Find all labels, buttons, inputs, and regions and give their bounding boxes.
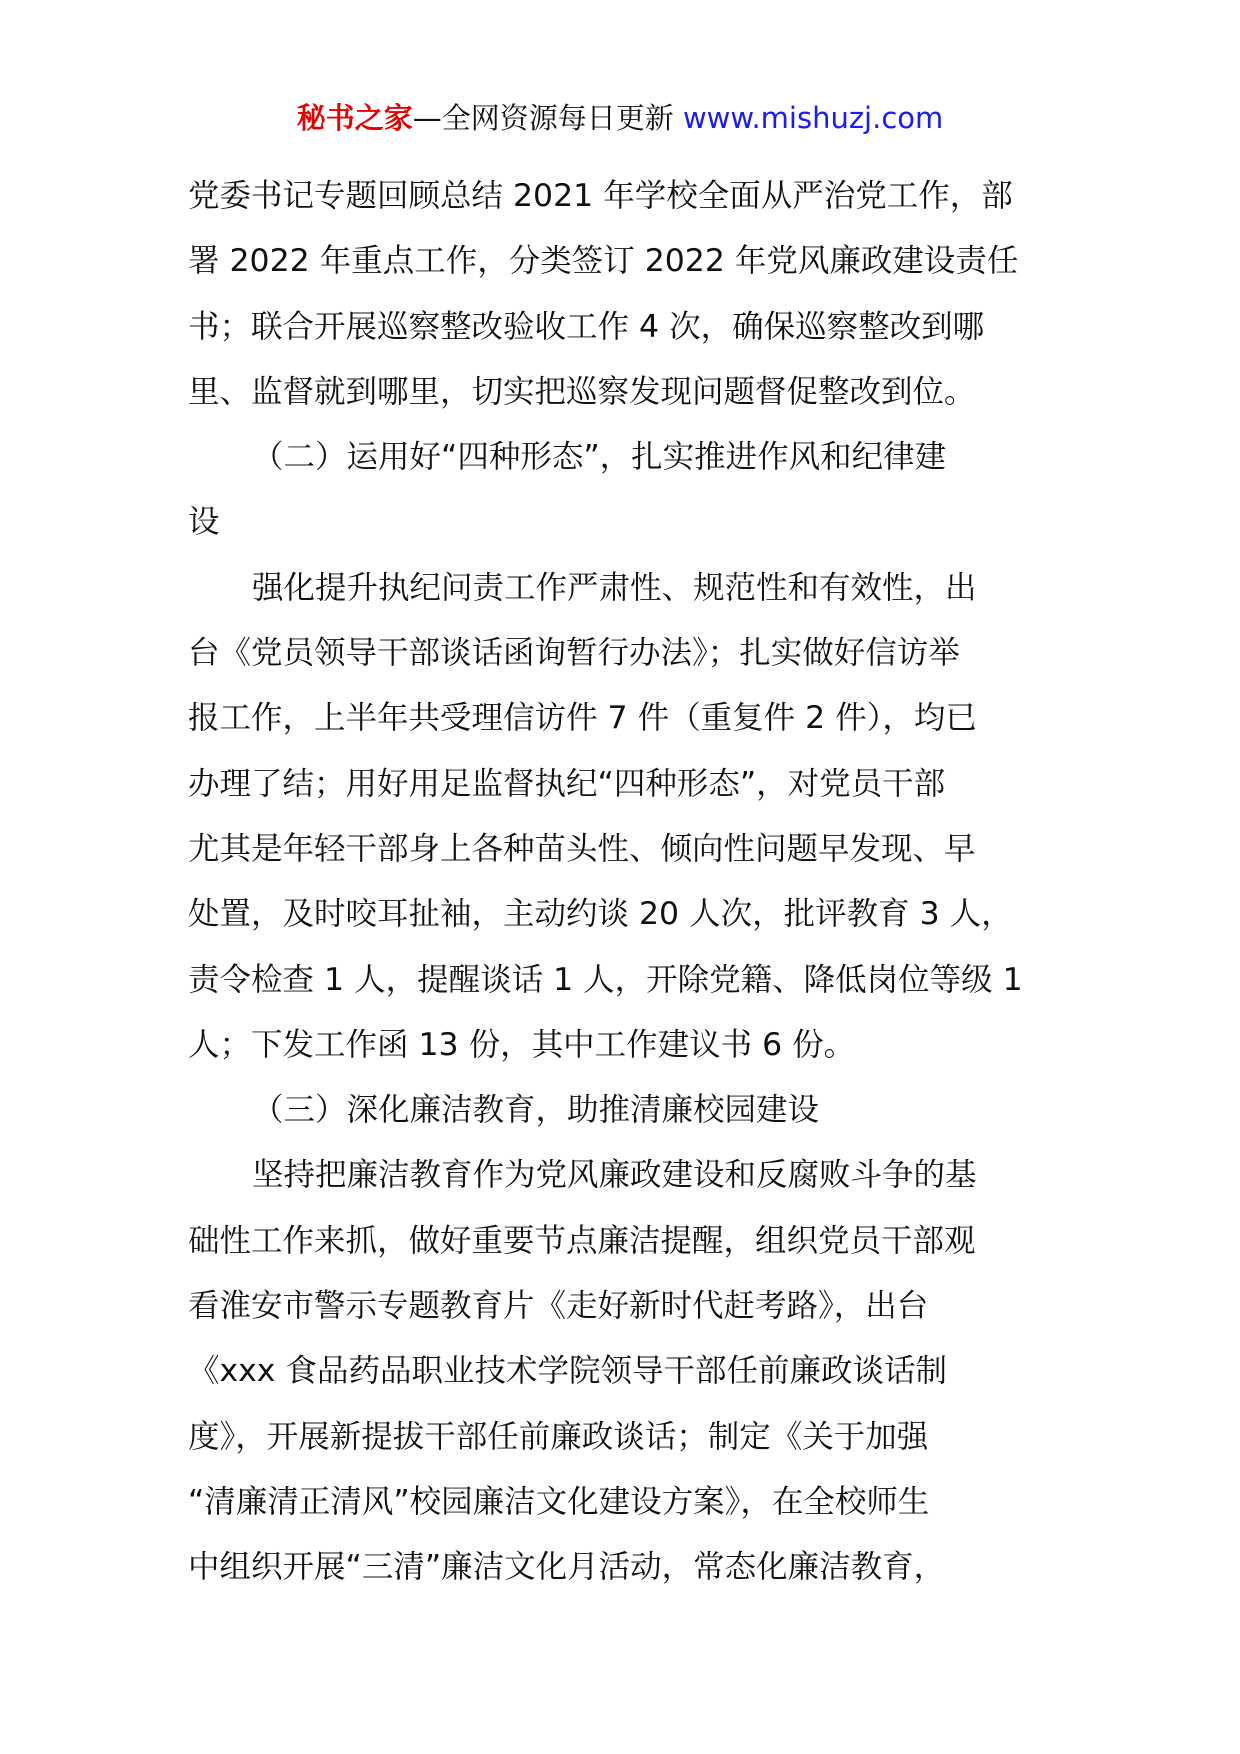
section-heading: （二）运用好“四种形态”，扎实推进作风和纪律建: [252, 439, 947, 476]
text-line: 人；下发工作函 13 份，其中工作建议书 6 份。: [188, 1026, 856, 1063]
site-banner: [0, 98, 1240, 138]
paragraph-start: 强化提升执纪问责工作严肃性、规范性和有效性，出: [252, 569, 977, 606]
brand-name: 秘书之家: [296, 101, 413, 135]
text-line: 看淮安市警示专题教育片《走好新时代赶考路》，出台: [188, 1288, 929, 1325]
section-heading-continued: 设: [188, 504, 220, 541]
text-line: 责令检查 1 人，提醒谈话 1 人，开除党籍、降低岗位等级 1: [188, 961, 1023, 998]
banner-tagline: —全网资源每日更新: [412, 101, 683, 135]
text-line: 处置，及时咬耳扯袖，主动约谈 20 人次，批评教育 3 人，: [188, 896, 1013, 933]
text-line: 书；联合开展巡察整改验收工作 4 次，确保巡察整改到哪: [188, 308, 985, 345]
text-line: 尤其是年轻干部身上各种苗头性、倾向性问题早发现、早: [188, 830, 976, 867]
text-line: 度》，开展新提拔干部任前廉政谈话；制定《关于加强: [188, 1418, 929, 1455]
text-line: 中组织开展“三清”廉洁文化月活动，常态化廉洁教育，: [188, 1549, 946, 1586]
text-line: 里、监督就到哪里，切实把巡察发现问题督促整改到位。: [188, 373, 976, 410]
paragraph-start: 坚持把廉洁教育作为党风廉政建设和反腐败斗争的基: [252, 1157, 977, 1194]
text-line: 党委书记专题回顾总结 2021 年学校全面从严治党工作，部: [188, 178, 1013, 214]
text-line: 础性工作来抓，做好重要节点廉洁提醒，组织党员干部观: [188, 1222, 976, 1259]
text-line: 《xxx 食品药品职业技术学院领导干部任前廉政谈话制: [188, 1353, 947, 1390]
text-line: 办理了结；用好用足监督执纪“四种形态”，对党员干部: [188, 765, 946, 802]
text-line: 报工作，上半年共受理信访件 7 件（重复件 2 件），均已: [188, 700, 977, 737]
site-url[interactable]: www.mishuzj.com: [682, 101, 944, 135]
section-heading: （三）深化廉洁教育，助推清廉校园建设: [252, 1092, 820, 1129]
text-line: 台《党员领导干部谈话函询暂行办法》；扎实做好信访举: [188, 635, 960, 672]
text-line: “清廉清正清风”校园廉洁文化建设方案》，在全校师生: [188, 1483, 930, 1520]
document-body: [188, 164, 1052, 1601]
text-line: 署 2022 年重点工作，分类签订 2022 年党风廉政建设责任: [188, 243, 1019, 280]
